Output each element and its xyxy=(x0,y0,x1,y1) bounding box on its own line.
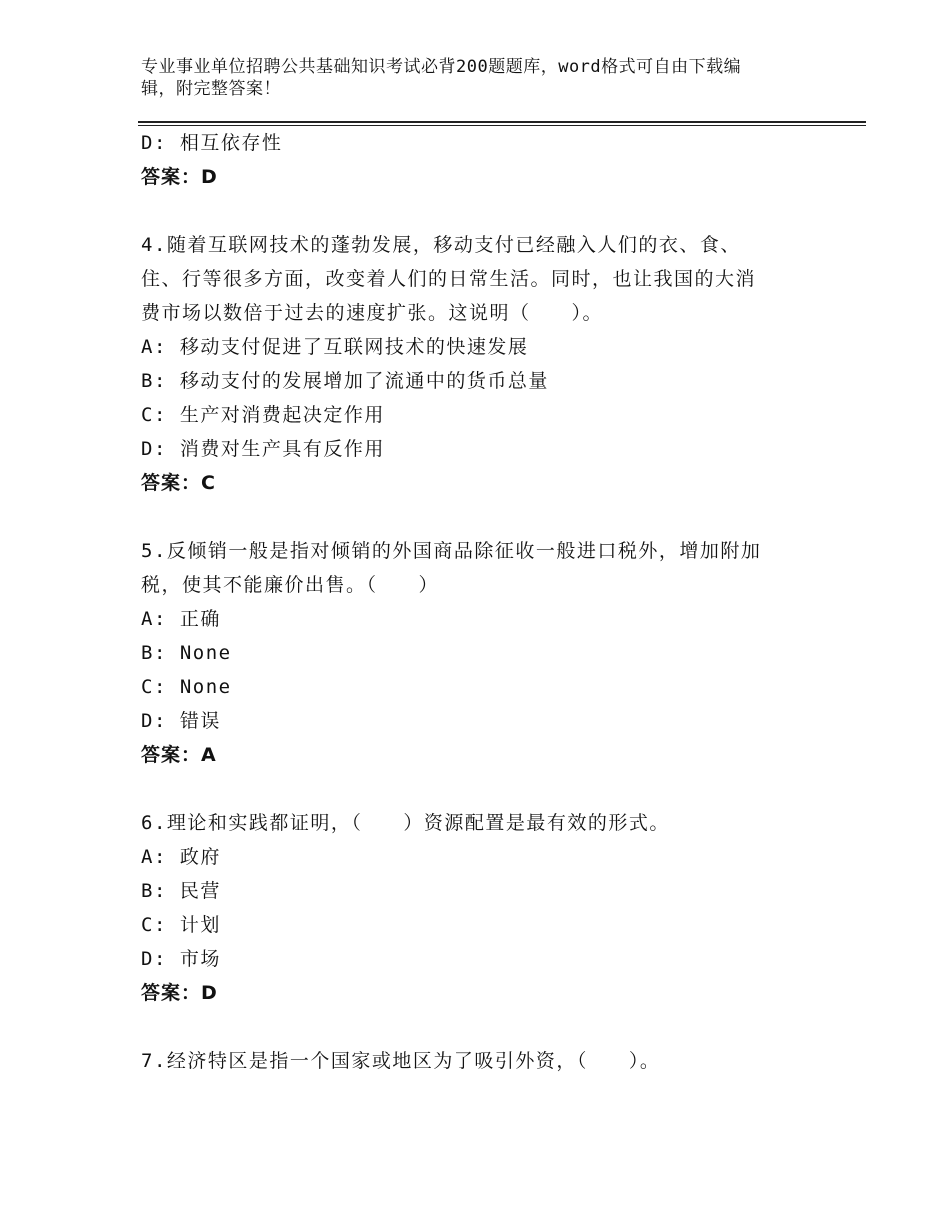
q4-option-d: D: 消费对生产具有反作用 xyxy=(141,438,385,460)
header-rule-thick xyxy=(138,121,866,123)
question-list xyxy=(141,126,821,1078)
q5-stem-line-2: 税，使其不能廉价出售。（ ） xyxy=(141,574,440,596)
q5-option-b: B: None xyxy=(141,642,232,664)
q4-option-b: B: 移动支付的发展增加了流通中的货币总量 xyxy=(141,370,549,392)
q6-option-c: C: 计划 xyxy=(141,914,221,936)
q4-stem-line-3: 费市场以数倍于过去的速度扩张。这说明（ ）。 xyxy=(141,302,604,324)
spacer xyxy=(141,1010,821,1044)
q3-answer: 答案：D xyxy=(141,166,218,188)
q3-option-d: D: 相互依存性 xyxy=(141,132,283,154)
q6-option-b: B: 民营 xyxy=(141,880,221,902)
q4-answer: 答案：C xyxy=(141,472,216,494)
q6-stem-line-1: 6.理论和实践都证明，（ ）资源配置是最有效的形式。 xyxy=(141,812,670,834)
q5-stem-line-1: 5.反倾销一般是指对倾销的外国商品除征收一般进口税外，增加附加 xyxy=(141,540,762,562)
q4-option-a: A: 移动支付促进了互联网技术的快速发展 xyxy=(141,336,529,358)
q4-option-c: C: 生产对消费起决定作用 xyxy=(141,404,385,426)
q5-option-a: A: 正确 xyxy=(141,608,221,630)
q6-option-a: A: 政府 xyxy=(141,846,221,868)
spacer xyxy=(141,194,821,228)
header-line-2: 辑，附完整答案！ xyxy=(141,79,281,99)
q5-option-c: C: None xyxy=(141,676,232,698)
spacer xyxy=(141,500,821,534)
q5-option-d: D: 错误 xyxy=(141,710,221,732)
q4-stem-line-2: 住、行等很多方面，改变着人们的日常生活。同时，也让我国的大消 xyxy=(141,268,757,290)
q7-stem-line-1: 7.经济特区是指一个国家或地区为了吸引外资，（ ）。 xyxy=(141,1050,661,1072)
page-header xyxy=(141,56,791,100)
spacer xyxy=(141,772,821,806)
q5-answer: 答案：A xyxy=(141,744,217,766)
q6-answer: 答案：D xyxy=(141,982,218,1004)
q6-option-d: D: 市场 xyxy=(141,948,221,970)
header-line-1: 专业事业单位招聘公共基础知识考试必背200题题库，word格式可自由下载编 xyxy=(141,57,742,77)
q4-stem-line-1: 4.随着互联网技术的蓬勃发展，移动支付已经融入人们的衣、食、 xyxy=(141,234,741,256)
